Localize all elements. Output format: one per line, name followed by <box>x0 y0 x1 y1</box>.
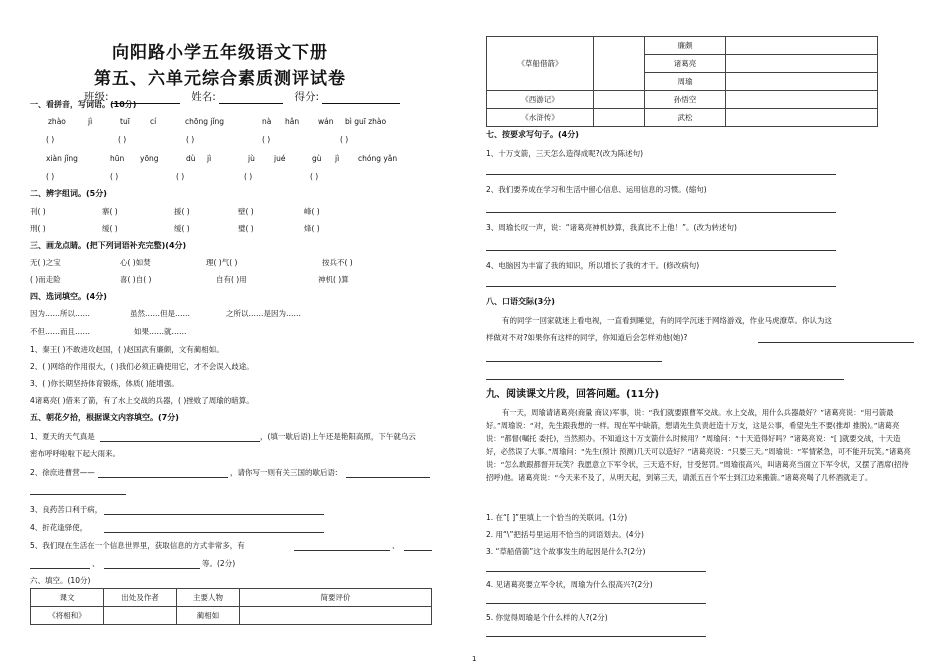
table-cell[interactable] <box>594 109 645 127</box>
answer-line[interactable] <box>294 550 390 551</box>
answer-line[interactable] <box>104 568 200 569</box>
answer-line[interactable] <box>486 286 836 287</box>
section3-heading: 三、画龙点睛。(把下列词语补充完整)(4分) <box>30 241 187 250</box>
paragraph: 有的同学一回家就迷上看电视，一直看到睡觉，有的同学沉迷于网络游戏，作业马虎潦草。你认为这 <box>502 316 832 325</box>
answer-box[interactable]: ( ) <box>262 135 271 144</box>
section4-heading: 四、选词填空。(4分) <box>30 292 107 301</box>
enum-mark: 、 <box>392 541 400 550</box>
table-cell: 周瑜 <box>645 73 726 91</box>
pinyin: jì <box>88 117 93 126</box>
table-header: 主要人物 <box>177 589 240 607</box>
answer-line[interactable] <box>486 636 706 637</box>
word-item[interactable]: 峰( ) <box>304 207 320 216</box>
idiom-item[interactable]: 喜( )自( ) <box>120 275 152 284</box>
idiom-item[interactable]: ( )而走险 <box>30 275 61 284</box>
section6-table <box>30 588 432 625</box>
option: 如果……就…… <box>134 327 187 336</box>
answer-box[interactable]: ( ) <box>176 172 185 181</box>
question: 3、周瑜长叹一声，说：“诸葛亮神机妙算，我真比不上他！”。(改为转述句) <box>486 223 737 232</box>
question: 密布呼呼啦啦下起大雨来。 <box>30 449 120 458</box>
question: 2、徐庶进曹营—— <box>30 468 95 477</box>
answer-box[interactable]: ( ) <box>110 172 119 181</box>
answer-line[interactable] <box>486 212 836 213</box>
question: 1. 在“[ ]”里填上一个恰当的关联词。(1分) <box>486 513 628 522</box>
word-item[interactable]: 寨( ) <box>102 207 118 216</box>
table-header: 简要评价 <box>240 589 432 607</box>
question: 1、夏天的天气真是 <box>30 432 95 441</box>
table-cell: 武松 <box>645 109 726 127</box>
score-label: 得分: <box>294 91 320 103</box>
word-item[interactable]: 援( ) <box>174 207 190 216</box>
question: 2、我们要养成在学习和生活中留心信息、运用信息的习惯。(缩句) <box>486 185 707 194</box>
answer-line[interactable] <box>100 441 260 442</box>
idiom-item[interactable]: 按兵不( ) <box>322 258 353 267</box>
answer-line[interactable] <box>98 477 228 478</box>
answer-line[interactable] <box>30 494 126 495</box>
table-header: 课文 <box>31 589 104 607</box>
section7-heading: 七、按要求写句子。(4分) <box>486 130 579 139</box>
answer-line[interactable] <box>486 250 836 251</box>
class-label: 班级: <box>84 91 109 103</box>
answer-box[interactable]: ( ) <box>46 172 55 181</box>
table-cell: 《草船借箭》 <box>487 37 594 91</box>
pinyin: chōng jǐng <box>185 117 225 126</box>
answer-box[interactable]: ( ) <box>244 172 253 181</box>
word-item[interactable]: 璧( ) <box>238 224 254 233</box>
question[interactable]: 1、秦王( )不敢进攻赵国，( )赵国武有廉颇，文有蔺相如。 <box>30 345 224 354</box>
table-header: 出处及作者 <box>104 589 177 607</box>
pinyin: bì guī zhào <box>345 117 387 126</box>
table-cell: 《将相和》 <box>31 607 104 625</box>
table-cell: 孙悟空 <box>645 91 726 109</box>
table-cell: 诸葛亮 <box>645 55 726 73</box>
title-line1: 向阳路小学五年级语文下册 <box>112 43 328 63</box>
answer-line[interactable] <box>486 174 836 175</box>
word-item[interactable]: 缓( ) <box>102 224 118 233</box>
question[interactable]: 2、( )网络的作用很大，( )我们必须正确使用它，才不会误入歧途。 <box>30 362 254 371</box>
reading-passage: 有一天，周瑜请诸葛亮(商量 商议)军事，说：“我们就要跟曹军交战。水上交战，用什么兵器最好？”诸葛亮说：“用弓箭最好。”周瑜说：“对，先生跟我想的一样。现在军中缺箭，想请先生负责赶造十万支，这是公事，希望先生不要(推却 推脱)。”诸葛亮说：“都督(嘱托 委托)，当然照办。不知道这十万支箭什么时候用？”周瑜问：“十天造得好吗？”诸葛亮说：“[ ]就要交战，十天造好，必然误了大事。”周瑜问：“先生(预计 预测)几天可以造好？”诸葛亮说：“只要三天。”周瑜说：“军情紧急，可不能开玩笑。”诸葛亮说：“怎么敢跟都督开玩笑？我愿意立下军令状，三天造不好，甘受惩罚。”周瑜很高兴，叫诸葛亮当面立下军令状，又摆了酒席(招待 招呼)他。诸葛亮说：“今天来不及了，从明天起，到第三天，请派五百个军士到江边来搬箭。”诸葛亮喝了几杯酒就走了。 <box>486 408 911 482</box>
pinyin: wán <box>318 117 334 126</box>
pinyin: hūn <box>110 154 125 163</box>
option: 因为……所以…… <box>30 309 90 318</box>
question: ，请你写一则有关三国的歇后语: <box>230 468 338 477</box>
pinyin: nà <box>262 117 272 126</box>
paragraph: 样做对不对?如果你有这样的同学，你知道后会怎样劝他(她)? <box>486 333 688 342</box>
question: 3、良药苦口利于病， <box>30 505 103 514</box>
pinyin: hǎn <box>285 117 300 126</box>
name-label: 姓名: <box>191 91 216 103</box>
table-cell[interactable] <box>726 55 878 73</box>
table-cell[interactable] <box>726 37 878 55</box>
answer-box[interactable]: ( ) <box>118 135 127 144</box>
section6-table-continued <box>486 36 878 127</box>
pinyin: cí <box>150 117 157 126</box>
answer-line[interactable] <box>758 342 914 343</box>
pinyin: jué <box>274 154 286 163</box>
option: 虽然……但是…… <box>130 309 190 318</box>
word-item[interactable]: 刑( ) <box>30 224 46 233</box>
page-number: 1 <box>472 655 477 663</box>
pinyin: jì <box>335 154 340 163</box>
table-cell: 《水浒传》 <box>487 109 594 127</box>
table-cell[interactable] <box>726 91 878 109</box>
idiom-item[interactable]: 无( )之宝 <box>30 258 61 267</box>
pinyin: zhào <box>48 117 66 126</box>
question: 4、折花逢驿使， <box>30 523 88 532</box>
answer-line[interactable] <box>346 477 430 478</box>
pinyin: jì <box>207 154 212 163</box>
table-cell[interactable] <box>726 109 878 127</box>
answer-box[interactable]: ( ) <box>46 135 55 144</box>
question: 4、电脑因为丰富了我的知识，所以增长了我的才干。(修改病句) <box>486 261 700 270</box>
pinyin: jù <box>248 154 255 163</box>
title-line2: 第五、六单元综合素质测评试卷 <box>94 69 346 89</box>
answer-box[interactable]: ( ) <box>340 135 349 144</box>
word-item[interactable]: 烽( ) <box>304 224 320 233</box>
table-cell[interactable] <box>594 37 645 91</box>
answer-line[interactable] <box>30 568 90 569</box>
table-cell[interactable] <box>240 607 432 625</box>
pinyin: chóng yǎn <box>358 154 398 163</box>
pinyin: dù <box>186 154 196 163</box>
question: 4. 见诸葛亮要立军令状，周瑜为什么很高兴?(2分) <box>486 580 653 589</box>
table-cell: 廉颇 <box>645 37 726 55</box>
question: 5、我们现在生活在一个信息世界里，获取信息的方式非常多，有 <box>30 541 245 550</box>
word-item[interactable]: 壁( ) <box>238 207 254 216</box>
section5-heading: 五、朝花夕拾，根据课文内容填空。(7分) <box>30 413 179 422</box>
pinyin: yōng <box>140 154 159 163</box>
section1-heading: 一、看拼音，写词语。(10分) <box>30 100 137 109</box>
section6-heading: 六、填空。(10分) <box>30 576 91 585</box>
answer-line[interactable] <box>486 571 706 572</box>
table-cell[interactable] <box>104 607 177 625</box>
idiom-item[interactable]: 神机( )算 <box>318 275 349 284</box>
section8-heading: 八、口语交际(3分) <box>486 297 555 306</box>
enum-mark: 、 <box>92 559 100 568</box>
question[interactable]: 3、( )你长期坚持体育锻炼，体质( )能增强。 <box>30 379 179 388</box>
word-item[interactable]: 刊( ) <box>30 207 46 216</box>
answer-line[interactable] <box>104 532 324 533</box>
answer-box[interactable]: ( ) <box>310 172 319 181</box>
idiom-item[interactable]: 心( )如焚 <box>120 258 151 267</box>
word-item[interactable]: 缓( ) <box>174 224 190 233</box>
table-cell: 蔺相如 <box>177 607 240 625</box>
answer-box[interactable]: ( ) <box>186 135 195 144</box>
table-cell: 《西游记》 <box>487 91 594 109</box>
answer-line[interactable] <box>104 514 324 515</box>
question: 1、十万支箭，三天怎么造得成呢?(改为陈述句) <box>486 149 644 158</box>
pinyin: xiàn jǐng <box>46 154 78 163</box>
score-field[interactable] <box>322 93 400 104</box>
pinyin: gù <box>312 154 322 163</box>
table-cell[interactable] <box>726 73 878 91</box>
answer-line[interactable] <box>486 361 662 362</box>
table-cell[interactable] <box>594 91 645 109</box>
section2-heading: 二、辨字组词。(5分) <box>30 189 107 198</box>
question: 5. 你觉得周瑜是个什么样的人?(2分) <box>486 613 608 622</box>
answer-line[interactable] <box>486 603 706 604</box>
question: ，(填一歇后语)上午还是艳阳高照，下午就乌云 <box>260 432 416 441</box>
option: 之所以……是因为…… <box>226 309 301 318</box>
idiom-item[interactable]: 自有( )用 <box>216 275 247 284</box>
answer-line[interactable] <box>404 550 432 551</box>
question[interactable]: 4诸葛亮( )借来了箭，有了水上交战的兵器，( )挫败了周瑜的暗算。 <box>30 396 254 405</box>
section9-heading: 九、阅读课文片段，回答问题。(11分) <box>486 389 660 400</box>
question: 2. 用“\”把括号里运用不恰当的词语划去。(4分) <box>486 530 644 539</box>
question: 等。(2分) <box>202 559 236 568</box>
question: 3. “草船借箭”这个故事发生的起因是什么?(2分) <box>486 547 646 556</box>
option: 不但……而且…… <box>30 327 90 336</box>
pinyin: tuī <box>120 117 130 126</box>
answer-line[interactable] <box>486 379 844 380</box>
name-field[interactable] <box>219 93 283 104</box>
idiom-item[interactable]: 理( )气( ) <box>206 258 238 267</box>
